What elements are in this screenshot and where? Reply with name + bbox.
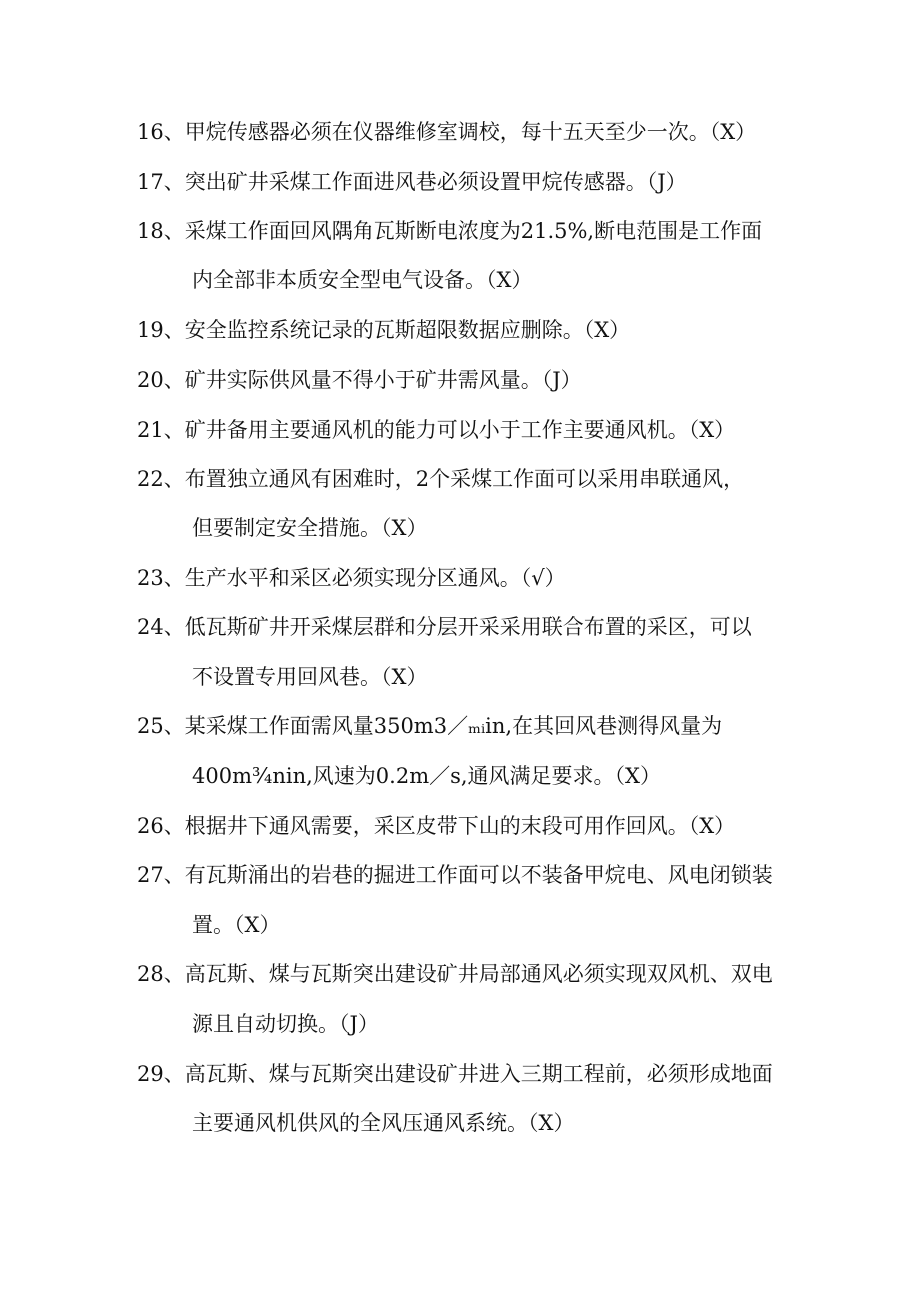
question-text: 25、某采煤工作面需风量350m3／ₘᵢin,在其回风巷测得风量为 xyxy=(137,714,723,738)
question-text: 29、高瓦斯、煤与瓦斯突出建设矿井进入三期工程前，必须形成地面 xyxy=(137,1062,773,1086)
question-text: 16、甲烷传感器必须在仪器维修室调校，每十五天至少一次。（X） xyxy=(137,120,757,144)
question-text-continued: 不设置专用回风巷。（X） xyxy=(192,665,428,689)
question-text: 22、布置独立通风有困难时，2个采煤工作面可以采用串联通风， xyxy=(137,467,745,491)
question-text-continued: 400m¾nin,风速为0.2m／s,通风满足要求。（X） xyxy=(192,764,662,788)
question-text: 24、低瓦斯矿井开采煤层群和分层开采采用联合布置的采区，可以 xyxy=(137,615,752,639)
question-text-continued: 但要制定安全措施。（X） xyxy=(192,516,428,540)
question-text: 23、生产水平和采区必须实现分区通风。（√） xyxy=(137,566,566,590)
question-text: 19、安全监控系统记录的瓦斯超限数据应删除。（X） xyxy=(137,318,631,342)
question-text-continued: 主要通风机供风的全风压通风系统。（X） xyxy=(192,1111,575,1135)
question-text-continued: 源且自动切换。（J） xyxy=(192,1012,379,1036)
question-text: 20、矿井实际供风量不得小于矿井需风量。（J） xyxy=(137,368,582,392)
question-text: 28、高瓦斯、煤与瓦斯突出建设矿井局部通风必须实现双风机、双电 xyxy=(137,962,773,986)
question-text-continued: 内全部非本质安全型电气设备。（X） xyxy=(192,268,533,292)
question-text: 18、采煤工作面回风隅角瓦斯断电浓度为21.5%,断电范围是工作面 xyxy=(137,219,763,243)
question-text: 27、有瓦斯涌出的岩巷的掘进工作面可以不装备甲烷电、风电闭锁装 xyxy=(137,863,773,887)
question-text: 21、矿井备用主要通风机的能力可以小于工作主要通风机。（X） xyxy=(137,418,736,442)
question-text: 26、根据井下通风需要，采区皮带下山的末段可用作回风。（X） xyxy=(137,814,736,838)
question-text: 17、突出矿井采煤工作面进风巷必须设置甲烷传感器。（J） xyxy=(137,170,687,194)
question-text-continued: 置。（X） xyxy=(192,913,281,937)
